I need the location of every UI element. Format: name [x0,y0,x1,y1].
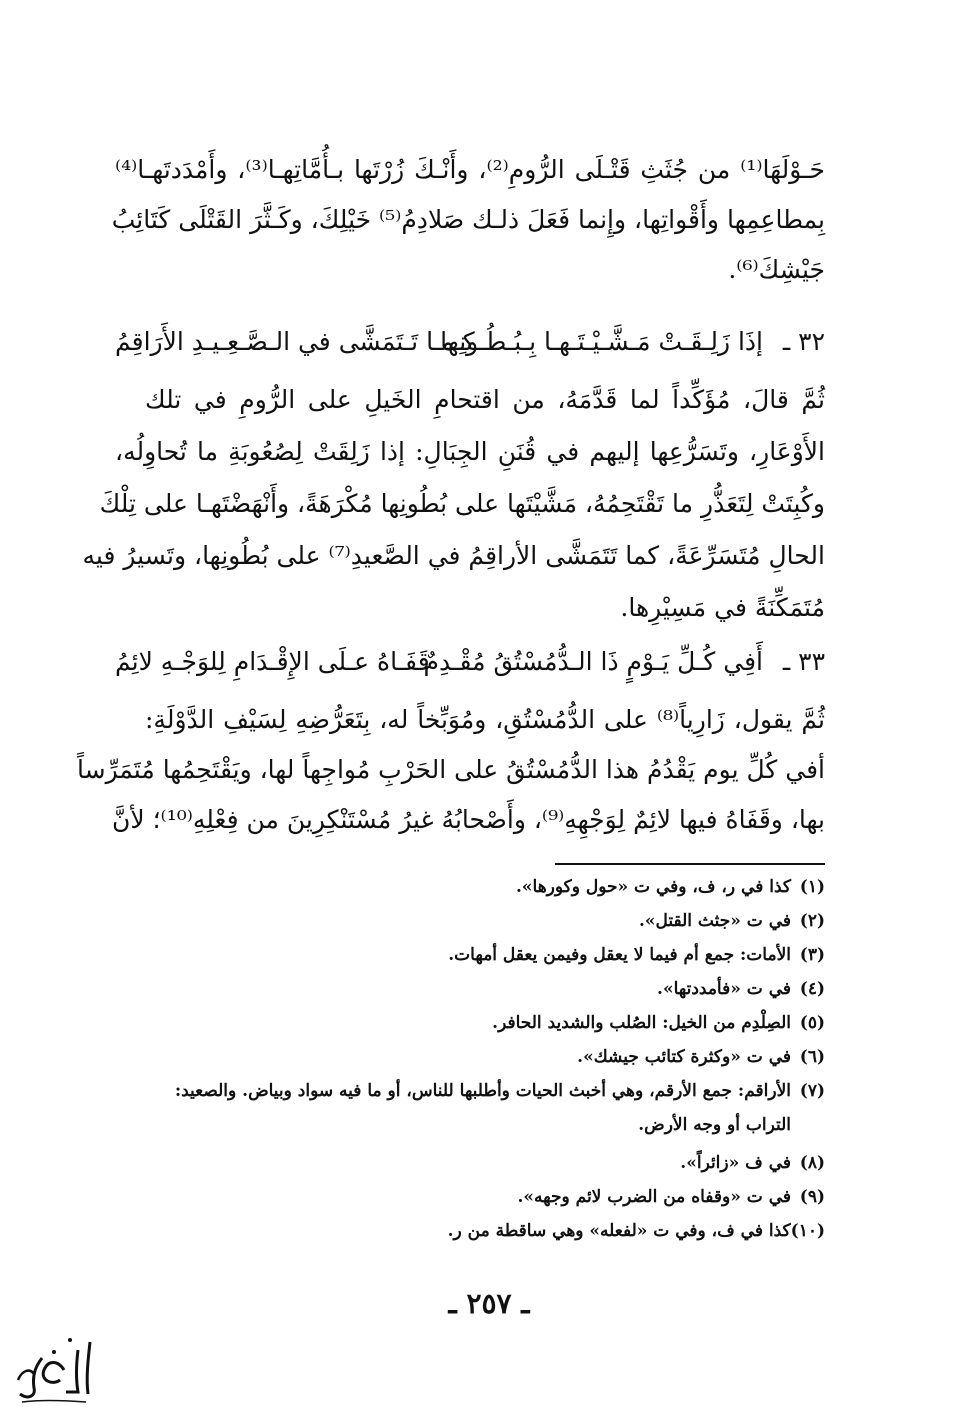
footnote-9 [100,1180,825,1214]
footnote-7 [100,1074,825,1108]
paragraph2-line-5: مُتَمَكِّنَةً في مَسِيْرِها. [620,593,825,622]
paragraph2-line-1: ثُمَّ قالَ، مُؤَكِّداً لما قَدَّمَهُ، من اقتحامِ الخَيلِ على الرُّومِ في تلك [145,385,825,414]
footnote-number: (٨) [799,1153,825,1173]
footnote-number: (١) [799,877,825,897]
paragraph1-line-3: جَيْشِكَ⁽⁶⁾. [728,255,825,284]
footnote-text: في ت «وقفاه من الضرب لائم وجهه». [517,1187,791,1207]
verse-32 [115,320,825,364]
footnote-number: (٢) [799,911,825,931]
footnote-text: كذا في ف، وفي ت «لفعله» وهي ساقطة من ر. [447,1221,791,1241]
footnote-number: (٩) [799,1187,825,1207]
verse-hemistich-second: قَفَـاهُ عـلَى الإِقْـدَامِ لِلوَجْـهِ لائِمُ [115,647,430,676]
library-stamp-icon [8,1330,98,1410]
footnote-number: (٤) [799,979,825,999]
footnote-number: (٣) [799,945,825,965]
verse-hemistich-second: كـمـا تَـتَمَشَّى في الـصَّـعِـيـدِ الأَرَاقِمُ [115,327,475,356]
verse-number: ٣٣ ـ [782,647,825,676]
footnote-4 [100,972,825,1006]
page-number: ـ ٢٥٧ ـ [448,1287,530,1320]
paragraph1-line-2: بِمطاعِمِها وأَقْواتِها، وإِنما فَعَلَ ذلـك صَلادِمُ⁽⁵⁾ خَيْلِكَ، وكَـثَّرَ القَتْلَى كَتَائِبُ [111,205,825,234]
footnote-text: في ف «زائراً». [680,1153,791,1173]
paragraph2-line-4: الحالِ مُتَسَرِّعَةً، كما تَتَمَشَّى الأراقِمُ في الصَّعيدِ⁽⁷⁾ على بُطُونِها، وتَسيرُ فيه [82,541,825,570]
main-text [77,148,825,848]
footnote-2 [100,904,825,938]
footnote-text: الأراقم: جمع الأرقم، وهي أخبث الحيات وأطلبها للناس، أو ما فيه سواد وبياض. والصعيد: [174,1081,791,1101]
footnote-text: الأمات: جمع أم فيما لا يعقل وفيمن يعقل أمهات. [448,945,791,965]
footnote-10 [100,1214,825,1248]
footnote-1 [100,870,825,904]
footnote-text: الصِلْدِم من الخيل: الصُلب والشديد الحافر. [492,1013,791,1033]
verse-hemistich-first: أَفِي كُـلِّ يَـوْمٍ ذَا الـدُّمُسْتُقُ مُقْـدِمٌ [423,647,763,676]
paragraph3-line-1: ثُمَّ يقول، زَارِياً⁽⁸⁾ على الدُّمُسْتُقِ، ومُوَبِّخاً له، بِتَعَرُّضِهِ لِسَيْفِ الدَّوْلَةِ: [145,705,825,734]
footnote-text: في ت «جثث القتل». [638,911,791,931]
footnote-text: كذا في ر، ف، وفي ت «حول وكورها». [515,877,791,897]
footnote-8 [100,1146,825,1180]
footnote-divider [555,863,825,865]
verse-hemistich-first: إذَا زَلِـقَـتْ مَـشَّـيْـتَـهـا بِـبُـطُـونِها [440,327,763,356]
paragraph3-line-2: أفي كُلِّ يوم يَقْدُمُ هذا الدُّمُسْتُقُ على الحَرْبِ مُواجِهاً لها، ويَقْتَحِمُها مُتَمَرِّساً [77,755,825,784]
paragraph2-line-2: الأَوْعَارِ، وتَسَرُّعِها إليهم في قُنَنِ الجِبَالِ: إذا زَلِقَتْ لِصُعُوبَةِ ما تُحاوِلُه، [115,437,825,466]
footnote-text: في ت «فأمددتها». [657,979,791,999]
verse-number: ٣٢ ـ [782,327,825,356]
footnote-6 [100,1040,825,1074]
paragraph2-line-3: وكُبِتَتْ لِتَعَذُّرِ ما تَقْتَحِمُهُ، مَشَّيْتَها على بُطُونِها مُكْرَهَةً، وأَنْهَضْتَهـا على تِلْكَ [99,489,825,518]
footnote-number: (٦) [799,1047,825,1067]
footnote-5 [100,1006,825,1040]
footnote-number: (٧) [799,1081,825,1101]
footnote-3 [100,938,825,972]
footnote-7-continuation: التراب أو وجه الأرض. [638,1115,791,1135]
verse-33 [115,640,825,684]
paragraph1-line-1: حَـوْلَهَا⁽¹⁾ من جُثَثِ قَتْـلَى الرُّومِ⁽²⁾، وأَنْـكَ زُرْتَها بـأُمَّاتِهـا⁽³⁾، وأَمْدَدتَهـا⁽⁴⁾ [115,155,825,184]
footnote-number: (٥) [799,1013,825,1033]
footnote-text: في ت «وكثرة كتائب جيشك». [577,1047,791,1067]
footnote-number: (١٠) [790,1221,825,1241]
paragraph3-line-3: بها، وقَفَاهُ فيها لائِمٌ لِوَجْهِهِ⁽⁹⁾، وأَصْحابُهُ غيرُ مُسْتَنْكِرِينَ من فِعْلِهِ⁽¹⁰⁾؛ لأنَّ [112,805,825,834]
